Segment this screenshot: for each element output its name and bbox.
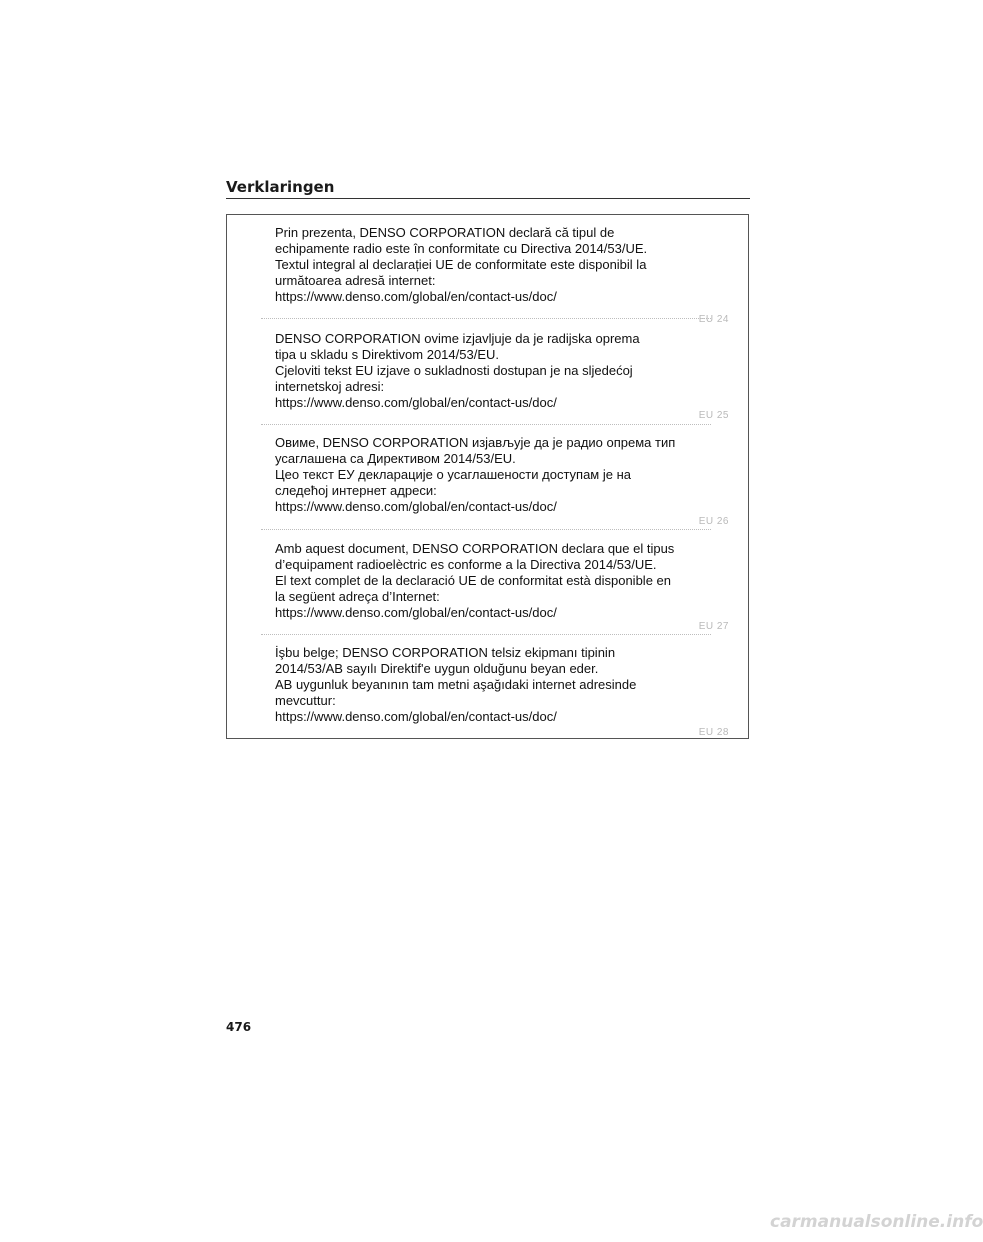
declaration-text: DENSO CORPORATION ovime izjavljuje da je radijska oprema tipa u skladu s Direktivom 2014/53/EU. Cjeloviti tekst EU izjave o sukladnosti dostupan je na sljedećoj internetskoj adresi: https://www.denso.com/global/en/contact-us/doc/	[275, 331, 640, 410]
entry-separator	[261, 529, 711, 530]
declarations-box	[226, 214, 749, 739]
declaration-code: EU 25	[698, 410, 729, 421]
declaration-code: EU 28	[698, 727, 729, 738]
declaration-code: EU 26	[698, 516, 729, 527]
declaration-code: EU 24	[698, 314, 729, 325]
declaration-entry-eu27	[275, 541, 729, 632]
declaration-text: İşbu belge; DENSO CORPORATION telsiz ekipmanı tipinin 2014/53/AB sayılı Direktif'e uygun olduğunu beyan eder. AB uygunluk beyanının tam metni aşağıdaki internet adresinde mevcuttur: https://www.denso.com/global/en/contact-us/doc/	[275, 645, 637, 724]
entry-separator	[261, 634, 711, 635]
page-number: 476	[226, 1020, 252, 1034]
entry-separator	[261, 424, 711, 425]
entry-separator	[261, 318, 711, 319]
declaration-entry-eu26	[275, 435, 729, 527]
declaration-entry-eu28	[275, 645, 729, 738]
title-divider	[226, 198, 750, 199]
watermark: carmanualsonline.info	[770, 1212, 983, 1232]
declaration-entry-eu24	[275, 225, 729, 325]
declaration-text: Amb aquest document, DENSO CORPORATION declara que el tipus d’equipament radioelèctric es conforme a la Directiva 2014/53/UE. El text complet de la declaració UE de conformitat està disponible en la següent adreça d’Internet: https://www.denso.com/global/en/contact-us/doc/	[275, 541, 675, 620]
declaration-entry-eu25	[275, 331, 729, 421]
declaration-text: Prin prezenta, DENSO CORPORATION declară că tipul de echipamente radio este în conformitate cu Directiva 2014/53/UE. Textul integral al declarației UE de conformitate este disponibil la următoarea adresă internet: https://www.denso.com/global/en/contact-us/doc/	[275, 225, 648, 304]
page-title: Verklaringen	[226, 178, 335, 196]
declaration-code: EU 27	[698, 621, 729, 632]
declaration-text: Овиме, DENSO CORPORATION изјављује да је радио опрема тип усаглашена са Директивом 2014/53/EU. Цео текст ЕУ декларације о усаглашености доступам је на следећој интернет адреси: https://www.denso.com/global/en/contact-us/doc/	[275, 435, 676, 514]
